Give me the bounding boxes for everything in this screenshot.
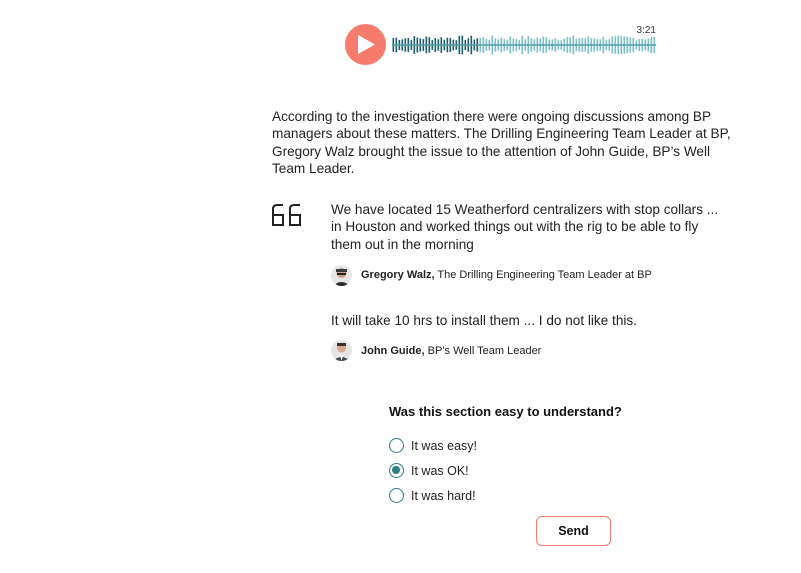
quote-author: [331, 340, 731, 361]
option-easy[interactable]: [389, 433, 622, 458]
avatar: [331, 265, 352, 286]
play-button[interactable]: [345, 24, 386, 65]
author-title: The Drilling Engineering Team Leader at BP: [434, 269, 652, 282]
audio-player: [345, 24, 660, 66]
option-label: It was easy!: [411, 438, 477, 453]
author-name: John Guide,: [361, 344, 425, 357]
quote-author: [331, 265, 731, 286]
quote-text: We have located 15 Weatherford centralizers with stop collars ... in Houston and worked things out with the rig to be able to fly them out in the morning: [331, 202, 719, 252]
quote-icon: [271, 203, 303, 228]
play-icon: [358, 35, 375, 54]
radio-ok[interactable]: [389, 463, 404, 478]
avatar: [331, 340, 352, 361]
option-label: It was OK!: [411, 463, 469, 478]
author-name: Gregory Walz,: [361, 269, 435, 282]
audio-duration: 3:21: [636, 25, 656, 36]
waveform-scrubber[interactable]: [392, 35, 656, 55]
radio-easy[interactable]: [389, 438, 404, 453]
survey-question: Was this section easy to understand?: [389, 404, 622, 419]
option-ok[interactable]: [389, 458, 622, 483]
option-label: It was hard!: [411, 488, 476, 503]
radio-hard[interactable]: [389, 488, 404, 503]
feedback-survey: [389, 404, 622, 508]
intro-paragraph: According to the investigation there were ongoing discussions among BP managers about these matters. The Drilling Engineering Team Leader at BP, Gregory Walz brought the issue to the attention of John Guide, BP’s Well Team Leader.: [272, 109, 731, 176]
quote-block: [331, 201, 731, 286]
quote-text: It will take 10 hrs to install them ... I do not like this.: [331, 313, 637, 328]
author-title: BP’s Well Team Leader: [424, 344, 542, 357]
send-button[interactable]: Send: [536, 516, 611, 546]
quote-block: [331, 312, 731, 361]
option-hard[interactable]: [389, 483, 622, 508]
